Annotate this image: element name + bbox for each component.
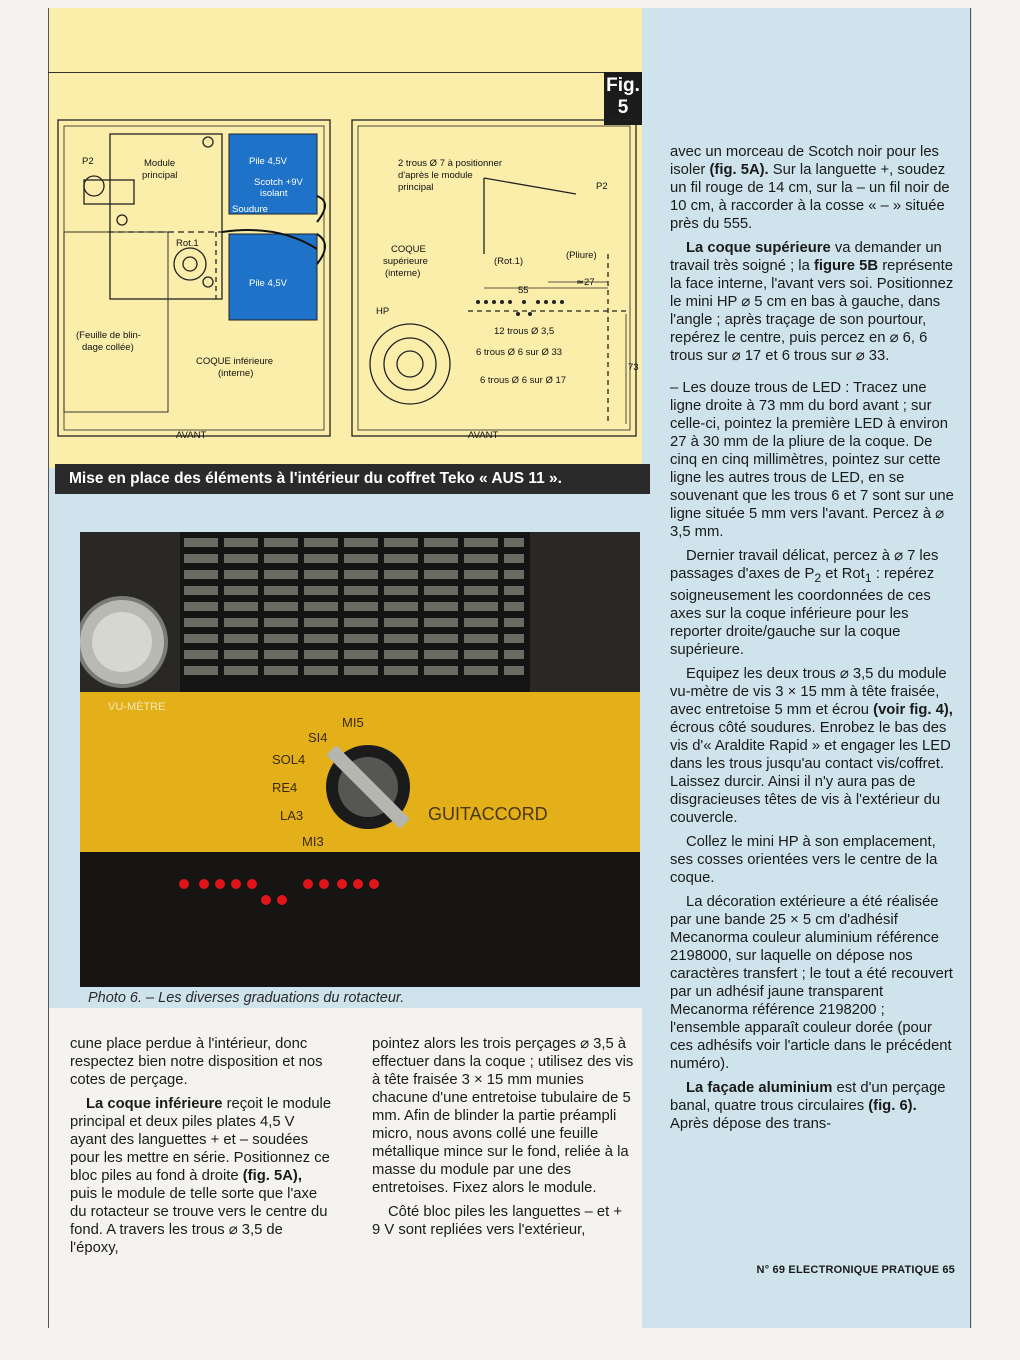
label-holes: 2 trous Ø 7 à positionner: [398, 158, 503, 169]
text-column-1: [70, 1035, 332, 1263]
label-p2-right: P2: [596, 181, 608, 192]
label-coque-sup-3: (interne): [385, 268, 421, 279]
photo-caption: Photo 6. – Les diverses graduations du rotacteur.: [88, 990, 405, 1006]
figure-5b-labels: [376, 158, 639, 441]
photo-note-4: RE4: [272, 780, 298, 795]
label-coque-sup: COQUE: [391, 244, 426, 255]
label-coque-sup-2: supérieure: [383, 256, 428, 267]
label-p2: P2: [82, 156, 94, 167]
figure-caption: Mise en place des éléments à l'intérieur du coffret Teko « AUS 11 ».: [55, 464, 650, 494]
label-six33: 6 trous Ø 6 sur Ø 33: [476, 347, 563, 358]
text-run: avec un morceau de Scotch noir pour les isoler: [670, 144, 939, 178]
label-pile-bottom: Pile 4,5V: [249, 278, 288, 289]
label-avant-right: AVANT: [468, 430, 499, 441]
figure-tag-number: 5: [617, 97, 629, 118]
label-dim55: 55: [518, 285, 529, 296]
label-feuille: (Feuille de blin-: [76, 330, 141, 341]
page-rule-right: [970, 8, 971, 1328]
photo-vu-label: VU-MÈTRE: [108, 701, 166, 713]
text-run: va demander un travail très soigné ; la: [670, 240, 942, 274]
photo-brand: GUITACCORD: [428, 804, 548, 824]
label-module-2: principal: [142, 170, 178, 181]
figure-top-rule: [48, 72, 642, 73]
text-run: Dernier travail délicat, percez à ⌀ 7 les passages d'axes de P: [670, 548, 939, 582]
text-run: et Rot: [821, 566, 865, 582]
label-rot-right: (Rot.1): [494, 256, 524, 267]
label-feuille-2: dage collée): [82, 342, 134, 353]
led-marks: [476, 300, 564, 316]
paragraph: [670, 547, 956, 659]
paragraph: Collez le mini HP à son emplacement, ses cosses orientées vers le centre de la coque.: [670, 833, 938, 886]
text-column-2: [372, 1035, 634, 1245]
label-coque-inf-2: (interne): [218, 368, 254, 379]
paragraph: La décoration extérieure a été réalisée par une bande 25 × 5 cm d'adhésif Mecanorma couleur aluminium référence 2198000, sur laquelle on dépose nos caractères transfert ; le tout a été recouvert par un adhésif jaune transparent Mecanorma référence 2198200 ; l'ensemble apparaît couleur dorée (pour ces adhésifs voir l'article dans le précédent numéro).: [670, 893, 953, 1072]
paragraph: [670, 665, 956, 827]
label-soudure: Soudure: [232, 204, 268, 215]
paragraph: – Les douze trous de LED : Tracez une ligne droite à 73 mm du bord avant ; sur celle-ci, pointez la première LED à environ 27 à 30 mm de la pliure de la coque. De cinq en cinq millimètres, pointez sur cette ligne les autres trous de LED, en se souvenant que les trous 6 et 7 sont sur une ligne située 5 mm vers l'avant. Percez à ⌀ 3,5 mm.: [670, 380, 954, 540]
label-scotch-2: isolant: [260, 188, 288, 199]
photo-note-6: MI3: [302, 834, 324, 849]
label-holes-2: d'après le module: [398, 170, 473, 181]
paragraph: [70, 1095, 332, 1257]
label-dim73: 73: [628, 362, 639, 373]
label-module: Module: [144, 158, 176, 169]
text-run: Equipez les deux trous ⌀ 3,5 du module vu-mètre de vis 3 × 15 mm à tête fraisée, avec entretoise 5 mm et écrou: [670, 665, 947, 718]
paragraph: Côté bloc piles les languettes – et + 9 V sont repliées vers l'extérieur,: [372, 1204, 623, 1238]
vu-meter-knob-cap: [92, 612, 152, 672]
figure-tag-label: Fig.: [606, 75, 640, 96]
figure-5-diagram: [48, 74, 642, 464]
figure-ref: (fig. 5A).: [709, 162, 769, 178]
label-scotch: Scotch +9V: [254, 177, 303, 188]
paragraph: cune place perdue à l'intérieur, donc respectez bien notre disposition et nos cotes de perçage.: [70, 1036, 323, 1088]
label-dim27: ≃27: [576, 277, 595, 288]
paragraph: [670, 1079, 956, 1133]
grille-slots: [184, 538, 524, 675]
photo-note-5: LA3: [280, 808, 304, 823]
subscript: 2: [814, 570, 822, 585]
label-avant-left: AVANT: [176, 430, 207, 441]
figure-ref: (fig. 5A),: [242, 1168, 302, 1184]
label-leds: 12 trous Ø 3,5: [494, 326, 555, 337]
lower-panel: [80, 852, 640, 987]
text-run: : repérez soigneusement les coordonnées de ces axes sur la coque inférieure pour les reporter droite/gauche sur la coque supérieure.: [670, 566, 935, 658]
subscript: 1: [864, 570, 872, 585]
figure-ref: (voir fig. 4),: [873, 701, 953, 718]
text-column-3: [670, 143, 956, 1139]
text-run: est d'un perçage banal, quatre trous circulaires: [670, 1079, 946, 1114]
figure-ref: (fig. 6).: [868, 1097, 917, 1114]
label-coque-inf: COQUE inférieure: [196, 356, 274, 367]
bold-lead: La coque supérieure: [686, 240, 831, 256]
text-run: puis le module de telle sorte que l'axe du rotacteur se trouve vers le centre du fond. A travers les trous ⌀ 3,5 de l'époxy,: [70, 1186, 328, 1256]
bold-lead: La coque inférieure: [86, 1096, 223, 1112]
text-run: représente la face interne, l'avant vers soi. Positionnez le mini HP ⌀ 5 cm en bas à gauche, dans l'angle ; après traçage de son pourtour, repérez le centre, puis percez en ⌀ 6, 6 trous sur ⌀ 17 et 6 trous sur ⌀ 33.: [670, 258, 954, 364]
paragraph: pointez alors les trois perçages ⌀ 3,5 à effectuer dans la coque ; utilisez des vis à tête fraisée 3 × 15 mm munies chacune d'une entretoise tubulaire de 5 mm. Afin de blinder la partie préampli micro, nous avons collé une feuille métallique mince sur le fond, reliée à la masse du module par une des entretoises. Fixez alors le module.: [372, 1036, 634, 1196]
page-footer: N° 69 ELECTRONIQUE PRATIQUE 65: [756, 1264, 955, 1276]
photo-note-1: MI5: [342, 715, 364, 730]
label-holes-3: principal: [398, 182, 434, 193]
text-run: reçoit le module principal et deux piles plates 4,5 V ayant des languettes + et – soudées pour les mettre en série. Positionnez ce bloc piles au fond à droite: [70, 1096, 332, 1184]
text-run: Après dépose des trans-: [670, 1115, 832, 1132]
paragraph: [670, 239, 956, 365]
figure-ref: figure 5B: [813, 258, 879, 274]
label-six17: 6 trous Ø 6 sur Ø 17: [480, 375, 567, 386]
photo-6: [80, 532, 640, 987]
label-pile-top: Pile 4,5V: [249, 156, 288, 167]
label-pliure: (Pliure): [566, 250, 597, 261]
photo-note-2: SI4: [308, 730, 328, 745]
photo-note-3: SOL4: [272, 752, 306, 767]
text-run: écrous côté soudures. Enrobez le bas des vis d'« Araldite Rapid » et engager les LED dans les trous jusqu'au contact vis/coffret. Laissez durcir. Ainsi il n'y aura pas de disgracieuses têtes de vis à l'extérieur du couvercle.: [670, 719, 951, 826]
text-run: Sur la languette +, soudez un fil rouge de 14 cm, sur la – un fil noir de 10 cm, à raccorder à la cosse « – » située près du 555.: [670, 162, 950, 232]
bold-lead: La façade aluminium: [686, 1079, 833, 1096]
label-hp: HP: [376, 306, 390, 317]
paragraph: [670, 143, 956, 233]
label-rot: Rot.1: [176, 238, 199, 249]
